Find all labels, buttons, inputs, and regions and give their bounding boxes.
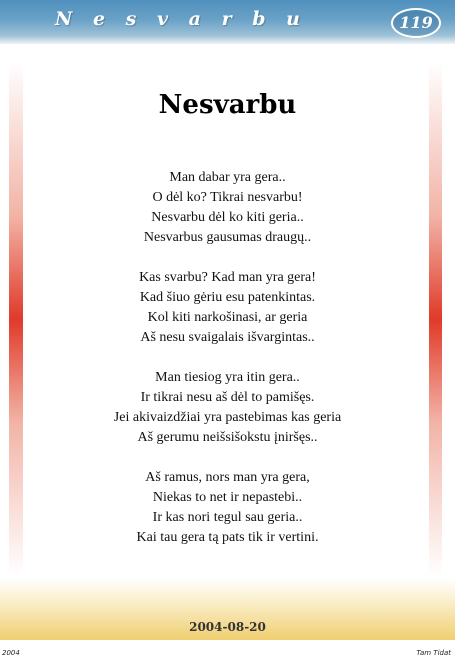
poem-line: Nesvarbu dėl ko kiti geria..	[151, 210, 304, 225]
poem-line: Kad šiuo gėriu esu patenkintas.	[139, 290, 316, 305]
poem-line: Kol kiti narkošinasi, ar geria	[147, 310, 308, 325]
poem-title: Nesvarbu	[158, 90, 297, 120]
footer-date: 2004-08-20	[189, 620, 266, 634]
corner-year: 2004	[2, 649, 20, 657]
poem-line: Kas svarbu? Kad man yra gera!	[139, 270, 316, 285]
poem-body	[0, 168, 455, 568]
poem-line: Aš gerumu neišsišokstu įniršęs..	[137, 430, 318, 445]
poem-line: O dėl ko? Tikrai nesvarbu!	[152, 190, 303, 205]
header-title: N e s v a r b u	[55, 8, 307, 30]
page-number-badge: 119	[391, 8, 441, 38]
poem-line: Jei akivaizdžiai yra pastebimas kas geria	[113, 410, 342, 425]
poem-line: Aš nesu svaigalais išvargintas..	[140, 330, 315, 345]
poem-line: Man tiesiog yra itin gera..	[155, 370, 300, 385]
poem-line: Ir tikrai nesu aš dėl to pamišęs.	[140, 390, 315, 405]
corner-signature: Tam Tidat	[416, 649, 451, 657]
stanza	[0, 168, 455, 248]
poem-line: Aš ramus, nors man yra gera,	[145, 470, 310, 485]
poem-line: Nesvarbus gausumas draugų..	[143, 230, 312, 245]
poem-line: Kai tau gera tą pats tik ir vertini.	[136, 530, 319, 545]
poem-line: Ir kas nori tegul sau geria..	[152, 510, 303, 525]
poem-line: Niekas to net ir nepastebi..	[152, 490, 303, 505]
stanza	[0, 268, 455, 348]
stanza	[0, 368, 455, 448]
poem-line: Man dabar yra gera..	[169, 170, 286, 185]
header-banner	[0, 0, 455, 44]
stanza	[0, 468, 455, 548]
